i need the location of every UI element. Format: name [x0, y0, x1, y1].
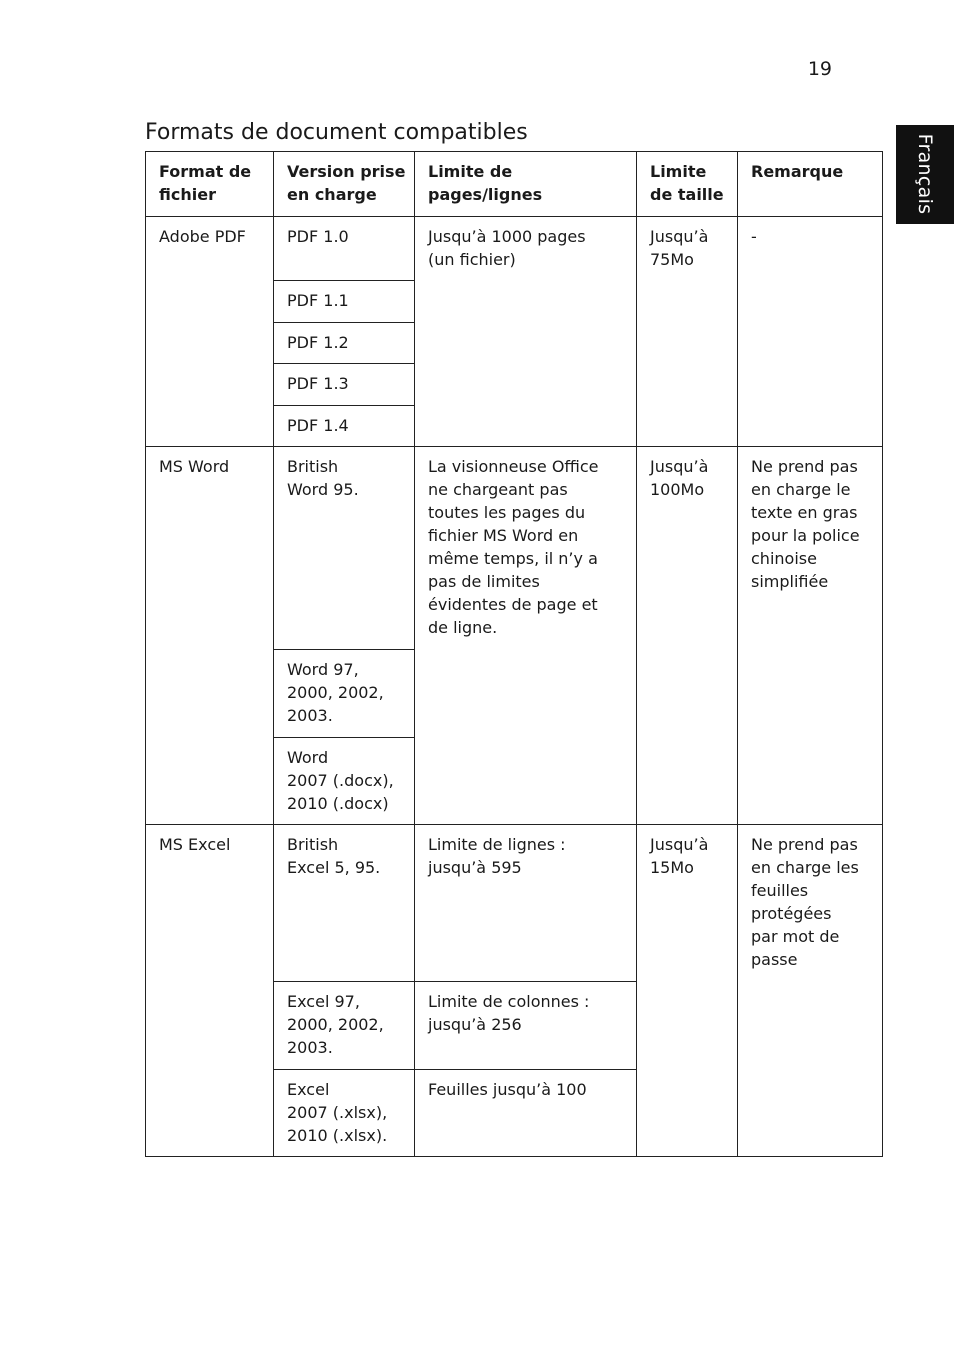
page-limit-cell: La visionneuse Office ne chargeant pas toutes les pages du fichier MS Word en même temps, il n’y a pas de limites évidentes de page et de ligne. [415, 447, 637, 825]
page-limit-cell: Limite de colonnes : jusqu’à 256 [415, 982, 637, 1070]
remark-cell: Ne prend pas en charge les feuilles protégées par mot de passe [738, 825, 883, 1157]
header-page-limit: Limite de pages/lignes [415, 152, 637, 217]
page-number: 19 [807, 58, 832, 80]
header-remark: Remarque [738, 152, 883, 217]
size-limit-cell: Jusqu’à 15Mo [637, 825, 738, 1157]
table-row [146, 217, 883, 281]
version-cell: PDF 1.1 [274, 281, 415, 323]
size-limit-cell: Jusqu’à 75Mo [637, 217, 738, 447]
language-tab [896, 125, 954, 224]
format-cell: Adobe PDF [146, 217, 274, 447]
version-cell: PDF 1.4 [274, 406, 415, 447]
page-limit-cell: Limite de lignes : jusqu’à 595 [415, 825, 637, 982]
format-cell: MS Excel [146, 825, 274, 1157]
page-limit-cell: Feuilles jusqu’à 100 [415, 1070, 637, 1157]
version-cell: Excel 97, 2000, 2002, 2003. [274, 982, 415, 1070]
version-cell: PDF 1.0 [274, 217, 415, 281]
remark-cell: Ne prend pas en charge le texte en gras pour la police chinoise simplifiée [738, 447, 883, 825]
remark-cell: - [738, 217, 883, 447]
version-cell: Excel 2007 (.xlsx), 2010 (.xlsx). [274, 1070, 415, 1157]
language-tab-label: Français [914, 133, 936, 215]
version-cell: PDF 1.3 [274, 364, 415, 406]
formats-table [145, 151, 883, 1157]
table-header-row [146, 152, 883, 217]
section-title: Formats de document compatibles [145, 120, 528, 145]
version-cell: PDF 1.2 [274, 323, 415, 364]
version-cell: British Word 95. [274, 447, 415, 650]
table-row [146, 447, 883, 650]
version-cell: Word 97, 2000, 2002, 2003. [274, 650, 415, 738]
version-cell: Word 2007 (.docx), 2010 (.docx) [274, 738, 415, 825]
header-format: Format de fichier [146, 152, 274, 217]
page-limit-cell: Jusqu’à 1000 pages (un fichier) [415, 217, 637, 447]
table-row [146, 825, 883, 982]
header-version: Version prise en charge [274, 152, 415, 217]
size-limit-cell: Jusqu’à 100Mo [637, 447, 738, 825]
header-size-limit: Limite de taille [637, 152, 738, 217]
version-cell: British Excel 5, 95. [274, 825, 415, 982]
format-cell: MS Word [146, 447, 274, 825]
